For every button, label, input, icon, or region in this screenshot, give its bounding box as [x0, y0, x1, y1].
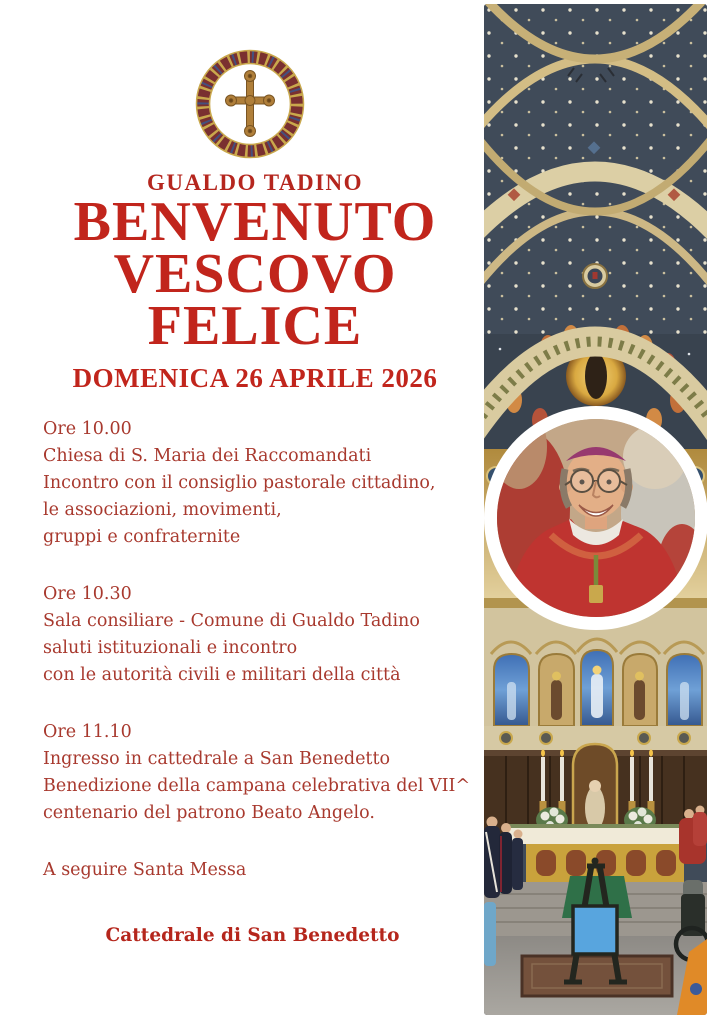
event-time: Ore 10.00 [43, 419, 132, 439]
event-time: Ore 10.30 [43, 584, 132, 604]
window-2-christ [581, 650, 613, 726]
city-label: GUALDO TADINO [146, 170, 364, 195]
bishop-portrait [484, 406, 707, 630]
diocese-logo [195, 49, 305, 159]
event-line: Ingresso in cattedrale a San Benedetto [43, 749, 391, 769]
title-line-1: BENVENUTO [73, 191, 437, 253]
event-line: Chiesa di S. Maria dei Raccomandati [43, 446, 372, 466]
cross-emblem-icon [195, 49, 305, 159]
event-line: Benedizione della campana celebrativa del VII^ [43, 776, 471, 796]
event-time: Ore 11.10 [43, 722, 132, 742]
cathedral-photo [484, 4, 707, 1015]
schedule-event-3 [43, 719, 488, 827]
bishop-portrait-photo [497, 419, 695, 617]
window-3 [667, 654, 702, 726]
event-line: Sala consiliare - Comune di Gualdo Tadino [43, 611, 420, 631]
closing-note: A seguire Santa Messa [43, 860, 247, 880]
schedule [43, 416, 488, 884]
event-line: saluti istituzionali e incontro [43, 638, 298, 658]
saint-panel-2 [623, 654, 657, 726]
carpet [522, 956, 672, 996]
venue-label: Cattedrale di San Benedetto [105, 925, 400, 946]
main-title [0, 191, 510, 357]
event-line: con le autorità civili e militari della città [43, 665, 401, 685]
window-1 [494, 654, 529, 726]
event-line: gruppi e confraternite [43, 527, 241, 547]
event-date: DOMENICA 26 APRILE 2026 [72, 363, 438, 393]
title-line-2: VESCOVO [113, 243, 397, 305]
event-line: le associazioni, movimenti, [43, 500, 282, 520]
event-line: Incontro con il consiglio pastorale cittadino, [43, 473, 436, 493]
schedule-event-1 [43, 416, 488, 551]
schedule-event-2 [43, 581, 488, 689]
bishop-illustration [497, 419, 695, 617]
event-line: centenario del patrono Beato Angelo. [43, 803, 375, 823]
title-line-3: FELICE [147, 295, 363, 357]
saint-panel-1 [539, 654, 574, 726]
